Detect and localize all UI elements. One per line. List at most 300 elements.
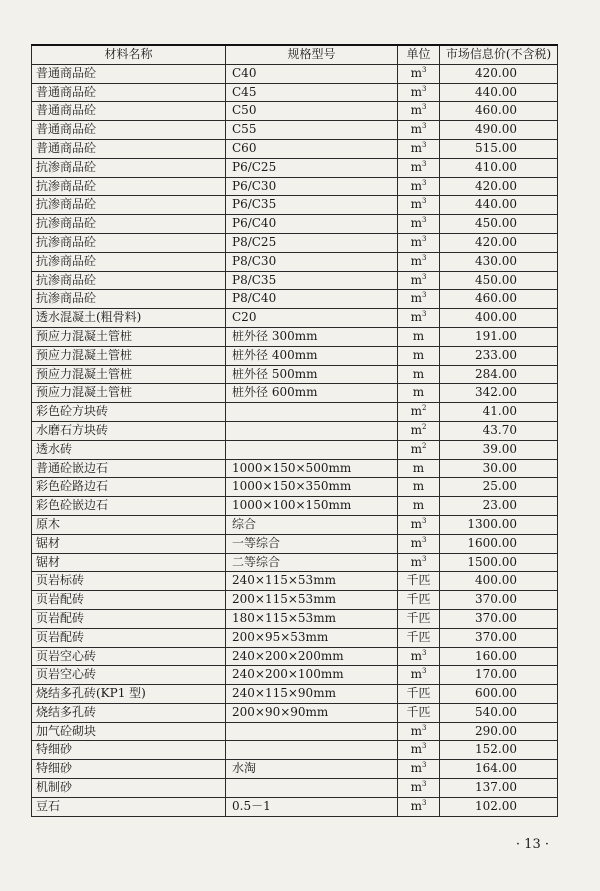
material-name-cell — [32, 346, 226, 365]
spec-model-cell — [226, 196, 398, 215]
unit-cell-text: m — [410, 103, 422, 118]
table-row — [32, 609, 558, 628]
material-name-cell — [32, 534, 226, 553]
unit-cell — [398, 459, 440, 478]
spec-model-cell-text: 240×115×90mm — [232, 686, 336, 701]
unit-exponent: 3 — [421, 648, 427, 657]
unit-exponent: 3 — [421, 291, 427, 300]
material-name-cell — [32, 196, 226, 215]
spec-model-cell-text: 水淘 — [232, 761, 257, 776]
table-row — [32, 102, 558, 121]
unit-cell — [398, 478, 440, 497]
price-cell-text: 370.00 — [475, 610, 517, 625]
table-row — [32, 365, 558, 384]
unit-cell — [398, 64, 440, 83]
price-cell — [440, 497, 558, 516]
material-name-cell — [32, 666, 226, 685]
unit-cell-text: m — [410, 780, 422, 795]
unit-exponent: 3 — [421, 234, 427, 243]
unit-exponent: 2 — [421, 441, 427, 450]
unit-cell-text: m — [410, 159, 422, 174]
price-cell-text: 25.00 — [482, 479, 517, 494]
unit-cell — [398, 403, 440, 422]
unit-cell — [398, 722, 440, 741]
unit-exponent: 3 — [421, 65, 427, 74]
spec-model-cell — [226, 290, 398, 309]
material-name-cell-text: 普通商品砼 — [36, 140, 97, 155]
material-name-cell-text: 抗渗商品砼 — [36, 291, 97, 306]
material-name-cell-text: 抗渗商品砼 — [36, 272, 97, 287]
price-cell — [440, 515, 558, 534]
unit-cell-text: m — [410, 310, 422, 325]
material-name-cell — [32, 572, 226, 591]
material-name-cell-text: 普通商品砼 — [36, 65, 97, 80]
price-cell — [440, 177, 558, 196]
unit-exponent: 3 — [421, 122, 427, 131]
material-name-cell — [32, 703, 226, 722]
material-name-cell-text: 页岩标砖 — [36, 573, 85, 588]
unit-cell — [398, 591, 440, 610]
unit-cell — [398, 779, 440, 798]
table-row — [32, 83, 558, 102]
unit-cell-text: m — [412, 366, 425, 381]
material-name-cell-text: 抗渗商品砼 — [36, 197, 97, 212]
price-cell-text: 400.00 — [475, 573, 517, 588]
price-cell — [440, 233, 558, 252]
spec-model-cell-text: P8/C40 — [232, 291, 277, 306]
spec-model-cell-text: P8/C30 — [232, 253, 277, 268]
unit-cell-text: 千匹 — [406, 686, 431, 701]
unit-cell — [398, 139, 440, 158]
price-cell-text: 137.00 — [475, 780, 517, 795]
material-name-cell — [32, 421, 226, 440]
unit-cell — [398, 252, 440, 271]
header-market-price: 市场信息价(不含税) — [440, 45, 558, 64]
unit-cell — [398, 83, 440, 102]
spec-model-cell-text: 桩外径 500mm — [232, 366, 318, 381]
unit-exponent: 3 — [421, 84, 427, 93]
table-header-row — [32, 45, 558, 64]
unit-exponent: 2 — [421, 422, 427, 431]
table-row — [32, 722, 558, 741]
spec-model-cell — [226, 722, 398, 741]
price-cell — [440, 403, 558, 422]
price-cell-text: 284.00 — [475, 366, 517, 381]
material-name-cell-text: 页岩配砖 — [36, 592, 85, 607]
price-cell — [440, 290, 558, 309]
spec-model-cell-text: P8/C25 — [232, 234, 277, 249]
material-name-cell-text: 抗渗商品砼 — [36, 234, 97, 249]
unit-cell — [398, 309, 440, 328]
material-name-cell-text: 烧结多孔砖 — [36, 704, 97, 719]
material-name-cell-text: 彩色砼方块砖 — [36, 404, 109, 419]
spec-model-cell-text: C60 — [232, 140, 257, 155]
unit-exponent: 2 — [421, 404, 427, 413]
material-name-cell-text: 锯材 — [36, 554, 61, 569]
spec-model-cell — [226, 309, 398, 328]
spec-model-cell-text: 200×90×90mm — [232, 704, 329, 719]
table-row — [32, 440, 558, 459]
table-row — [32, 196, 558, 215]
material-name-cell — [32, 233, 226, 252]
spec-model-cell-text: C20 — [232, 310, 257, 325]
price-cell-text: 41.00 — [482, 404, 517, 419]
price-cell-text: 420.00 — [475, 178, 517, 193]
unit-cell — [398, 572, 440, 591]
unit-cell-text: m — [410, 761, 422, 776]
material-name-cell-text: 预应力混凝土管桩 — [36, 347, 133, 362]
unit-exponent: 3 — [421, 103, 427, 112]
unit-cell-text: m — [410, 65, 422, 80]
spec-model-cell-text: 二等综合 — [232, 554, 281, 569]
price-cell — [440, 83, 558, 102]
unit-cell — [398, 760, 440, 779]
price-cell — [440, 102, 558, 121]
material-name-cell — [32, 158, 226, 177]
spec-model-cell — [226, 609, 398, 628]
price-cell — [440, 666, 558, 685]
spec-model-cell-text: 综合 — [232, 516, 257, 531]
unit-cell — [398, 346, 440, 365]
unit-exponent: 3 — [421, 272, 427, 281]
unit-cell-text: m — [412, 479, 425, 494]
spec-model-cell-text: P6/C40 — [232, 216, 277, 231]
price-cell-text: 540.00 — [475, 704, 517, 719]
price-cell-text: 370.00 — [475, 592, 517, 607]
unit-cell-text: m — [410, 140, 422, 155]
header-unit: 单位 — [398, 45, 440, 64]
price-cell-text: 1600.00 — [467, 535, 517, 550]
price-cell — [440, 384, 558, 403]
unit-cell-text: m — [410, 404, 422, 419]
spec-model-cell-text: 桩外径 400mm — [232, 347, 318, 362]
spec-model-cell — [226, 591, 398, 610]
spec-model-cell — [226, 779, 398, 798]
price-cell — [440, 215, 558, 234]
spec-model-cell — [226, 365, 398, 384]
unit-cell — [398, 685, 440, 704]
price-cell — [440, 722, 558, 741]
spec-model-cell-text: 180×115×53mm — [232, 610, 336, 625]
price-cell — [440, 703, 558, 722]
material-name-cell-text: 抗渗商品砼 — [36, 253, 97, 268]
unit-cell-text: m — [410, 197, 422, 212]
unit-cell — [398, 421, 440, 440]
spec-model-cell — [226, 685, 398, 704]
unit-cell-text: m — [410, 798, 422, 813]
material-name-cell-text: 普通砼嵌边石 — [36, 460, 109, 475]
unit-cell-text: 千匹 — [406, 592, 431, 607]
unit-cell-text: 千匹 — [406, 629, 431, 644]
material-name-cell-text: 彩色砼嵌边石 — [36, 498, 109, 513]
price-cell-text: 600.00 — [475, 686, 517, 701]
price-cell-text: 370.00 — [475, 629, 517, 644]
price-cell — [440, 327, 558, 346]
unit-cell — [398, 703, 440, 722]
material-name-cell-text: 透水砖 — [36, 441, 73, 456]
unit-cell — [398, 628, 440, 647]
spec-model-cell-text: C40 — [232, 65, 257, 80]
unit-cell-text: m — [410, 422, 422, 437]
material-name-cell-text: 预应力混凝土管桩 — [36, 328, 133, 343]
spec-model-cell — [226, 384, 398, 403]
unit-exponent: 3 — [421, 253, 427, 262]
material-price-table — [31, 44, 558, 817]
table-row — [32, 309, 558, 328]
price-cell-text: 152.00 — [475, 742, 517, 757]
spec-model-cell — [226, 497, 398, 516]
price-cell-text: 420.00 — [475, 65, 517, 80]
unit-exponent: 3 — [421, 216, 427, 225]
table-row — [32, 685, 558, 704]
unit-cell-text: 千匹 — [406, 704, 431, 719]
table-row — [32, 553, 558, 572]
material-name-cell-text: 豆石 — [36, 798, 61, 813]
table-row — [32, 177, 558, 196]
spec-model-cell-text: 桩外径 600mm — [232, 385, 318, 400]
material-name-cell — [32, 440, 226, 459]
spec-model-cell — [226, 177, 398, 196]
material-name-cell-text: 抗渗商品砼 — [36, 178, 97, 193]
table-row — [32, 346, 558, 365]
table-row — [32, 478, 558, 497]
table-row — [32, 327, 558, 346]
unit-exponent: 3 — [421, 554, 427, 563]
unit-cell — [398, 534, 440, 553]
price-cell — [440, 797, 558, 816]
spec-model-cell-text: 桩外径 300mm — [232, 328, 318, 343]
material-name-cell-text: 抗渗商品砼 — [36, 159, 97, 174]
unit-cell-text: m — [410, 253, 422, 268]
table-row — [32, 797, 558, 816]
spec-model-cell — [226, 534, 398, 553]
price-cell — [440, 421, 558, 440]
unit-cell — [398, 327, 440, 346]
table-row — [32, 64, 558, 83]
unit-cell-text: m — [412, 347, 425, 362]
price-cell-text: 515.00 — [475, 140, 517, 155]
material-name-cell — [32, 628, 226, 647]
unit-cell — [398, 365, 440, 384]
price-cell — [440, 121, 558, 140]
unit-exponent: 3 — [421, 516, 427, 525]
spec-model-cell — [226, 252, 398, 271]
unit-cell — [398, 271, 440, 290]
unit-exponent: 3 — [421, 798, 427, 807]
table-row — [32, 215, 558, 234]
unit-cell-text: m — [410, 742, 422, 757]
unit-cell-text: m — [410, 667, 422, 682]
price-cell — [440, 252, 558, 271]
spec-model-cell-text: 240×115×53mm — [232, 573, 336, 588]
unit-exponent: 3 — [421, 310, 427, 319]
spec-model-cell — [226, 572, 398, 591]
price-cell — [440, 139, 558, 158]
material-name-cell — [32, 403, 226, 422]
price-cell-text: 23.00 — [482, 498, 517, 513]
material-name-cell-text: 锯材 — [36, 535, 61, 550]
price-cell — [440, 741, 558, 760]
unit-cell — [398, 384, 440, 403]
material-name-cell-text: 加气砼砌块 — [36, 723, 97, 738]
unit-exponent: 3 — [421, 535, 427, 544]
price-cell — [440, 440, 558, 459]
spec-model-cell-text: 240×200×100mm — [232, 667, 344, 682]
table-row — [32, 271, 558, 290]
price-cell-text: 30.00 — [482, 460, 517, 475]
spec-model-cell-text: 200×115×53mm — [232, 592, 336, 607]
spec-model-cell — [226, 703, 398, 722]
material-name-cell — [32, 121, 226, 140]
unit-exponent: 3 — [421, 761, 427, 770]
table-row — [32, 121, 558, 140]
unit-cell-text: m — [410, 723, 422, 738]
material-name-cell-text: 彩色砼路边石 — [36, 479, 109, 494]
price-cell-text: 460.00 — [475, 291, 517, 306]
unit-cell — [398, 497, 440, 516]
table-row — [32, 760, 558, 779]
spec-model-cell — [226, 666, 398, 685]
material-name-cell — [32, 741, 226, 760]
unit-cell-text: m — [410, 178, 422, 193]
material-name-cell-text: 预应力混凝土管桩 — [36, 385, 133, 400]
price-cell — [440, 158, 558, 177]
spec-model-cell-text: P8/C35 — [232, 272, 277, 287]
unit-cell — [398, 158, 440, 177]
material-name-cell — [32, 139, 226, 158]
spec-model-cell — [226, 628, 398, 647]
spec-model-cell — [226, 403, 398, 422]
table-row — [32, 628, 558, 647]
spec-model-cell-text: P6/C30 — [232, 178, 277, 193]
material-name-cell — [32, 515, 226, 534]
material-name-cell-text: 特细砂 — [36, 742, 73, 757]
material-name-cell — [32, 309, 226, 328]
table-row — [32, 290, 558, 309]
table-row — [32, 497, 558, 516]
unit-exponent: 3 — [421, 667, 427, 676]
unit-cell — [398, 196, 440, 215]
table-row — [32, 534, 558, 553]
price-cell-text: 430.00 — [475, 253, 517, 268]
unit-exponent: 3 — [421, 780, 427, 789]
price-cell — [440, 572, 558, 591]
price-cell-text: 170.00 — [475, 667, 517, 682]
unit-cell-text: m — [412, 385, 425, 400]
header-spec-model: 规格型号 — [226, 45, 398, 64]
material-name-cell-text: 原木 — [36, 516, 61, 531]
price-cell — [440, 553, 558, 572]
spec-model-cell — [226, 797, 398, 816]
spec-model-cell — [226, 271, 398, 290]
price-cell — [440, 685, 558, 704]
unit-cell-text: m — [412, 460, 425, 475]
spec-model-cell-text: 240×200×200mm — [232, 648, 344, 663]
material-name-cell-text: 水磨石方块砖 — [36, 422, 109, 437]
material-name-cell-text: 页岩空心砖 — [36, 667, 97, 682]
table-row — [32, 666, 558, 685]
unit-exponent: 3 — [421, 159, 427, 168]
unit-cell — [398, 290, 440, 309]
material-name-cell-text: 特细砂 — [36, 761, 73, 776]
spec-model-cell-text: C50 — [232, 103, 257, 118]
material-name-cell — [32, 609, 226, 628]
table-row — [32, 703, 558, 722]
material-name-cell — [32, 478, 226, 497]
spec-model-cell — [226, 760, 398, 779]
spec-model-cell — [226, 327, 398, 346]
price-cell-text: 440.00 — [475, 84, 517, 99]
unit-cell — [398, 666, 440, 685]
material-name-cell — [32, 365, 226, 384]
unit-exponent: 3 — [421, 140, 427, 149]
unit-cell — [398, 177, 440, 196]
spec-model-cell — [226, 158, 398, 177]
material-name-cell — [32, 459, 226, 478]
spec-model-cell — [226, 553, 398, 572]
material-name-cell — [32, 252, 226, 271]
unit-cell — [398, 515, 440, 534]
price-cell — [440, 459, 558, 478]
price-cell-text: 440.00 — [475, 197, 517, 212]
material-name-cell-text: 页岩空心砖 — [36, 648, 97, 663]
unit-cell-text: m — [410, 122, 422, 137]
price-cell — [440, 609, 558, 628]
price-cell-text: 290.00 — [475, 723, 517, 738]
price-cell-text: 191.00 — [475, 328, 517, 343]
material-name-cell-text: 机制砂 — [36, 780, 73, 795]
material-name-cell-text: 普通商品砼 — [36, 103, 97, 118]
material-name-cell — [32, 591, 226, 610]
unit-cell-text: m — [410, 441, 422, 456]
unit-exponent: 3 — [421, 197, 427, 206]
table-row — [32, 779, 558, 798]
unit-cell-text: m — [410, 535, 422, 550]
material-name-cell — [32, 102, 226, 121]
material-name-cell-text: 抗渗商品砼 — [36, 216, 97, 231]
price-cell — [440, 271, 558, 290]
spec-model-cell — [226, 102, 398, 121]
price-cell-text: 43.70 — [482, 422, 517, 437]
material-name-cell — [32, 647, 226, 666]
table-row — [32, 459, 558, 478]
table-row — [32, 139, 558, 158]
table-row — [32, 515, 558, 534]
unit-cell-text: m — [410, 216, 422, 231]
spec-model-cell-text: C55 — [232, 122, 257, 137]
table-row — [32, 572, 558, 591]
price-cell — [440, 647, 558, 666]
table-row — [32, 647, 558, 666]
unit-cell — [398, 121, 440, 140]
table-row — [32, 591, 558, 610]
material-name-cell — [32, 384, 226, 403]
price-cell-text: 160.00 — [475, 648, 517, 663]
material-name-cell — [32, 64, 226, 83]
spec-model-cell — [226, 233, 398, 252]
unit-cell — [398, 233, 440, 252]
table-body — [32, 64, 558, 816]
unit-exponent: 3 — [421, 742, 427, 751]
material-name-cell — [32, 327, 226, 346]
price-cell — [440, 591, 558, 610]
spec-model-cell — [226, 121, 398, 140]
unit-cell-text: m — [410, 291, 422, 306]
spec-model-cell — [226, 421, 398, 440]
price-cell — [440, 64, 558, 83]
unit-cell-text: m — [410, 554, 422, 569]
material-name-cell-text: 页岩配砖 — [36, 629, 85, 644]
